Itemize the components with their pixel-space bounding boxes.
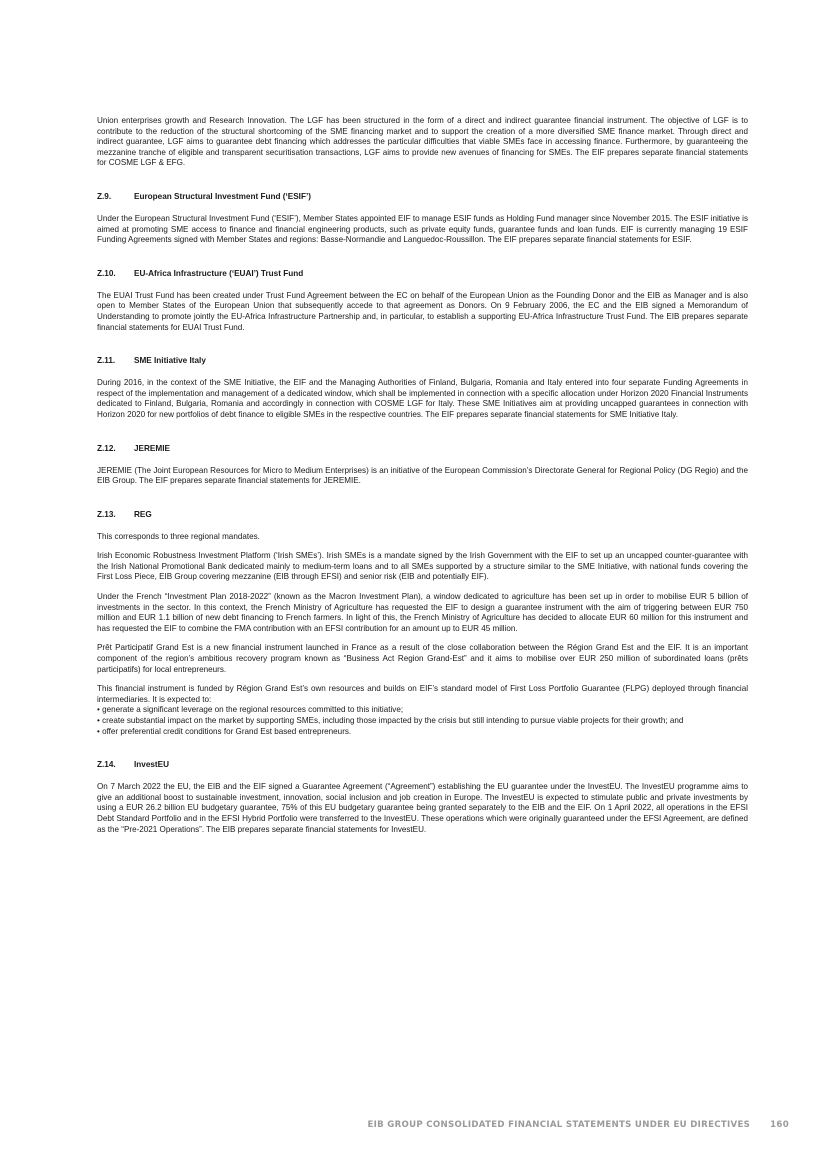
section-number: Z.12.: [97, 443, 116, 453]
list-item: • generate a significant leverage on the regional resources committed to this initiative;: [97, 705, 404, 715]
document-body: [97, 116, 748, 844]
section-number: Z.9.: [97, 191, 112, 201]
section-title: REG: [134, 509, 152, 519]
section-z14: [97, 759, 748, 835]
section-z12: [97, 443, 748, 487]
section-heading: [97, 191, 748, 202]
section-paragraph: This corresponds to three regional mandates.: [97, 531, 260, 541]
page-number: 160: [770, 1120, 789, 1130]
section-paragraph: Irish Economic Robustness Investment Platform (‘Irish SMEs’). Irish SMEs is a mandate signed by the Irish Government with the EIF to set up an uncapped counter-guarantee with the Irish National Promotional Bank dedicated mainly to medium-term loans and to all SMEs supported by a structure similar to the SME Initiative, with national funds covering the First Loss Piece, EIB Group covering mezzanine (EIB through EFSI) and senior risk (EIB and potentially EIF).: [97, 551, 748, 582]
section-heading: [97, 509, 748, 520]
section-title: JEREMIE: [134, 443, 170, 453]
list-item: • offer preferential credit conditions for Grand Est based entrepreneurs.: [97, 726, 352, 736]
section-heading: [97, 759, 748, 770]
bullet-list: [97, 705, 748, 737]
section-number: Z.10.: [97, 268, 116, 278]
section-title: European Structural Investment Fund (‘ESIF’): [134, 191, 311, 201]
section-paragraph: Prêt Participatif Grand Est is a new financial instrument launched in France as a result of the close collaboration between the Région Grand Est and the EIF. It is an important component of the region’s ambitious recovery program known as “Business Act Region Grand-Est” and it aims to mobilise over EUR 250 million of subordinated loans (prêts participatifs) for local entrepreneurs.: [97, 643, 748, 674]
section-paragraph: JEREMIE (The Joint European Resources for Micro to Medium Enterprises) is an initiative of the European Commission’s Directorate General for Regional Policy (DG Regio) and the EIB Group. The EIF prepares separate financial statements for JEREMIE.: [97, 465, 748, 486]
section-z13: [97, 509, 748, 738]
section-number: Z.11.: [97, 356, 116, 366]
section-z9: [97, 191, 748, 246]
section-paragraph: Under the French “Investment Plan 2018-2022” (known as the Macron Investment Plan), a window dedicated to agriculture has been set up in order to mobilise EUR 5 billion of investments in the sector. In this context, the French Ministry of Agriculture has requested the EIF to design a guarantee instrument with the aim of triggering between EUR 750 million and EUR 1.1 billion of new debt financing to French farmers. In light of this, the French Ministry of Agriculture has decided to allocate EUR 60 million for this instrument and has requested the EIF to combine the FMA contribution with an EFSI contribution for an amount up to EUR 45 million.: [97, 592, 748, 633]
section-title: EU-Africa Infrastructure (‘EUAI’) Trust Fund: [134, 268, 304, 278]
section-heading: [97, 443, 748, 454]
section-title: SME Initiative Italy: [134, 356, 206, 366]
section-heading: [97, 355, 748, 366]
section-number: Z.13.: [97, 509, 116, 519]
footer-title: EIB GROUP CONSOLIDATED FINANCIAL STATEMENTS UNDER EU DIRECTIVES: [367, 1120, 751, 1130]
section-number: Z.14.: [97, 760, 116, 770]
section-z10: [97, 268, 748, 333]
section-paragraph: The EUAI Trust Fund has been created under Trust Fund Agreement between the EC on behalf of the European Union as the Founding Donor and the EIB as Manager and is also open to Member States of the European Union that subsequently accede to that agreement as Donors. On 9 February 2006, the EC and the EIB signed a Memorandum of Understanding to promote jointly the EU-Africa Infrastructure Partnership and, in particular, to establish a supporting EU-Africa Infrastructure Trust Fund. The EIB prepares separate financial statements for EUAI Trust Fund.: [97, 290, 748, 332]
section-heading: [97, 268, 748, 279]
page-footer: [367, 1120, 789, 1130]
section-title: InvestEU: [134, 760, 170, 770]
section-paragraph: This financial instrument is funded by Région Grand Est’s own resources and builds on EIF’s standard model of First Loss Portfolio Guarantee (FLPG) deployed through financial intermediaries. It is expected to:: [97, 684, 748, 704]
section-z11: [97, 355, 748, 420]
section-paragraph: During 2016, in the context of the SME Initiative, the EIF and the Managing Authorities of Finland, Bulgaria, Romania and Italy entered into four separate Funding Agreements in respect of the implementation and management of a dedicated window, which shall be implemented in connection with a specific allocation under Horizon 2020 Financial Instruments dedicated to Finland, Bulgaria, Romania and accordingly in connection with COSME LGF for Italy. These SME Initiatives aim at providing uncapped guarantees in connection with Horizon 2020 for new portfolios of debt finance to eligible SMEs in the respective countries. The EIF prepares separate financial statements for SME Initiative Italy.: [97, 378, 748, 419]
section-paragraph: Under the European Structural Investment Fund (‘ESIF’), Member States appointed EIF to manage ESIF funds as Holding Fund manager since November 2015. The ESIF initiative is aimed at promoting SME access to finance and financial engineering products, such as private equity funds, guarantee funds and loan funds. EIF is currently managing 19 ESIF Funding Agreements signed with Member States and regions: Basse-Normandie and Languedoc-Roussillon. The EIF prepares separate financial statements for ESIF.: [97, 213, 748, 245]
list-item: • create substantial impact on the market by supporting SMEs, including those impacted by the crisis but still intending to pursue viable projects for their growth; and: [97, 716, 684, 725]
intro-paragraph: Union enterprises growth and Research Innovation. The LGF has been structured in the form of a direct and indirect guarantee financial instrument. The objective of LGF is to contribute to the reduction of the structural shortcoming of the SME financing market and to support the creation of a more diversified SME finance market. Through direct and indirect guarantee, LGF aims to guarantee debt financing which addresses the particular difficulties that viable SMEs face in accessing finance. Furthermore, by guaranteeing the mezzanine tranche of eligible and transparent securitisation transactions, LGF aims to provide new avenues of financing for SMEs. The EIF prepares separate financial statements for COSME LGF & EFG.: [97, 116, 748, 168]
section-paragraph: On 7 March 2022 the EU, the EIB and the EIF signed a Guarantee Agreement (“Agreement”) establishing the EU guarantee under the InvestEU. The InvestEU programme aims to give an additional boost to sustainable investment, innovation, social inclusion and job creation in Europe. The InvestEU is expected to stimulate public and private investments by using a EUR 26.2 billion EU budgetary guarantee, 75% of this EU budgetary guarantee being granted separately to the EIB and the EIF. On 1 April 2022, all operations in the EFSI Debt Standard Portfolio and in the EFSI Hybrid Portfolio were transferred to the InvestEU. These operations which were originally guaranteed under the EFSI Agreement, are defined as the “Pre-2021 Operations”. The EIB prepares separate financial statements for InvestEU.: [97, 782, 748, 834]
